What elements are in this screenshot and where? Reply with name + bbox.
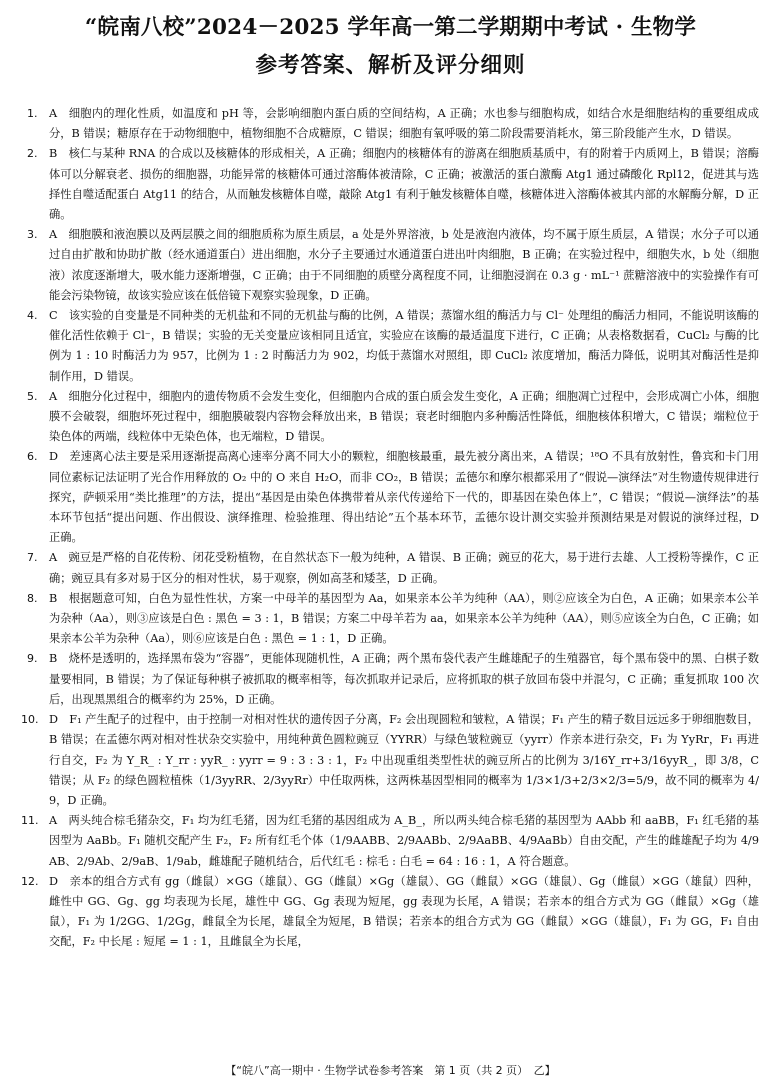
answer-list (21, 104, 759, 953)
answer-item-1 (27, 104, 759, 144)
answer-number: 10. (21, 713, 39, 727)
answer-text: D 差速离心法主要是采用逐渐提高离心速率分离不同大小的颗粒，细胞核最重，最先被分离出来，A 错误；¹⁸O 不具有放射性，鲁宾和卡门用同位素标记法证明了光合作用释放的 O₂ 中的 O 来自 H₂O，而非 CO₂，B 错误；孟德尔和摩尔根都采用了“假说—演绎法”对生物遗传规律进行探究，萨顿采用“类比推理”的方法，提出“基因是由染色体携带着从亲代传递给下一代的，即基因在染色体上”，C 错误；“假说—演绎法”的基本环节包括“提出问题、作出假设、演绎推理、检验推理、得出结论”五个基本环节，孟德尔设计测交实验并预测结果是对假说的演绎过程，D 正确。 (49, 450, 759, 545)
answer-number: 11. (21, 814, 39, 828)
answer-number: 8. (27, 591, 38, 605)
answer-item-12 (21, 872, 759, 953)
answer-item-3 (27, 225, 759, 306)
answer-number: 2. (27, 147, 38, 161)
answer-text: C 该实验的自变量是不同种类的无机盐和不同的无机盐与酶的比例，A 错误；蒸馏水组的酶活力与 Cl⁻ 处理组的酶活力相同，不能说明该酶的催化活性依赖于 Cl⁻，B 错误；实验的无关变量应该相同且适宜，实验应在该酶的最适温度下进行，C 正确；从表格数据看，CuCl₂ 与酶的比例为 1 : 10 时酶活力为 957，比例为 1 : 2 时酶活力为 902，均低于蒸馏水对照组，即 CuCl₂ 浓度增加，酶活力降低，说明其对酶活性是抑制作用，D 错误。 (49, 309, 759, 383)
answer-item-4 (27, 306, 759, 387)
document-subtitle: 参考答案、解析及评分细则 (255, 53, 526, 78)
answer-item-5 (27, 387, 759, 448)
answer-text: A 细胞分化过程中，细胞内的遗传物质不会发生变化，但细胞内合成的蛋白质会发生变化，A 正确；细胞凋亡过程中，会形成凋亡小体，细胞膜不会破裂，细胞坏死过程中，细胞膜破裂内容物会释放出来，B 错误；衰老时细胞内多种酶活性降低，细胞核体积增大，C 错误；端粒位于染色体的两端，线粒体中无染色体，也无端粒，D 错误。 (49, 389, 759, 444)
answer-text: A 豌豆是严格的自花传粉、闭花受粉植物，在自然状态下一般为纯种，A 错误、B 正确；豌豆的花大，易于进行去雄、人工授粉等操作，C 正确；豌豆具有多对易于区分的相对性状，易于观察，例如高茎和矮茎，D 正确。 (49, 551, 759, 585)
answer-item-2 (27, 144, 759, 225)
answer-item-8 (27, 589, 759, 650)
answer-number: 9. (27, 652, 38, 666)
answer-text: A 细胞内的理化性质，如温度和 pH 等，会影响细胞内蛋白质的空间结构，A 正确；水也参与细胞构成，如结合水是细胞结构的重要组成成分，B 错误；糖原存在于动物细胞中，植物细胞不合成糖原，C 错误；细胞有氧呼吸的第二阶段需要消耗水，第三阶段能产生水，D 错误。 (49, 107, 759, 141)
answer-number: 7. (27, 551, 38, 565)
answer-text: B 根据题意可知，白色为显性性状，方案一中母羊的基因型为 Aa，如果亲本公羊为纯种（AA），则②应该全为白色，A 正确；如果亲本公羊为杂种（Aa），则③应该是白色 : 黑色 = 3 : 1，B 错误；方案二中母羊若为 aa，如果亲本公羊为纯种（AA），则⑤应该全为白色，C 正确；如果亲本公羊为杂种（Aa），则⑥应该是白色 : 黑色 = 1 : 1，D 正确。 (49, 591, 759, 646)
answer-text: B 烧杯是透明的，选择黑布袋为“容器”，更能体现随机性，A 正确；两个黑布袋代表产生雌雄配子的生殖器官，每个黑布袋中的黑、白棋子数量要相同，B 错误；为了保证每种棋子被抓取的概率相等，每次抓取并记录后，应将抓取的棋子放回布袋中并混匀，C 正确；重复抓取 100 次后，出现黑黑组合的概率约为 25%，D 正确。 (49, 652, 759, 706)
answer-text: D F₁ 产生配子的过程中，由于控制一对相对性状的遗传因子分离，F₂ 会出现圆粒和皱粒，A 错误；F₁ 产生的精子数目远远多于卵细胞数目，B 错误；在孟德尔两对相对性状杂交实验中，用纯种黄色圆粒豌豆（YYRR）与绿色皱粒豌豆（yyrr）作亲本进行杂交，F₁ 为 YyRr，F₁ 再进行自交，F₂ 为 Y_R_ : Y_rr : yyR_ : yyrr = 9 : 3 : 3 : 1，F₂ 中出现重组类型性状的豌豆所占的比例为 3/16Y_rr+3/16yyR_，即 3/8，C 错误；从 F₂ 的绿色圆粒植株（1/3yyRR、2/3yyRr）中任取两株，这两株基因型相同的概率为 1/3×1/3+2/3×2/3=5/9，故不同的概率为 4/9，D 正确。 (49, 713, 759, 807)
answer-text: B 核仁与某种 RNA 的合成以及核糖体的形成相关，A 正确；细胞内的核糖体有的游离在细胞质基质中，有的附着于内质网上，B 错误；溶酶体可以分解衰老、损伤的细胞器，功能异常的核糖体可通过溶酶体被清除，C 正确；被激活的蛋白激酶 Atg1 通过磷酸化 Rpl12，促进其与选择性自噬适配蛋白 Atg11 的结合，从而触发核糖体自噬，敲除 Atg1 有利于触发核糖体自噬，核糖体进入溶酶体被其内部的水解酶分解，D 正确。 (49, 147, 759, 222)
answer-item-6 (27, 447, 759, 548)
answer-text: D 亲本的组合方式有 gg（雌鼠）×GG（雄鼠）、GG（雌鼠）×Gg（雄鼠）、GG（雌鼠）×GG（雄鼠）、Gg（雌鼠）×GG（雄鼠）四种，雌性中 GG、Gg、gg 均表现为长尾，雄性中 GG、Gg 表现为短尾，gg 表现为长尾，A 错误；若亲本的组合方式为 GG（雌鼠）×Gg（雄鼠），F₁ 为 1/2GG、1/2Gg，雌鼠全为长尾，雄鼠全为短尾，B 错误；若亲本的组合方式为 GG（雌鼠）×GG（雄鼠），F₁ 为 GG，F₁ 自由交配，F₂ 中长尾 : 短尾 = 1 : 1，且雌鼠全为长尾， (49, 874, 759, 949)
document-title: “皖南八校”2024－2025 学年高一第二学期期中考试 · 生物学 (84, 15, 697, 40)
answer-number: 3. (27, 228, 38, 242)
answer-item-10 (21, 710, 759, 811)
answer-item-11 (21, 811, 759, 872)
answer-number: 1. (27, 107, 38, 120)
answer-text: A 细胞膜和液泡膜以及两层膜之间的细胞质称为原生质层，a 处是外界溶液，b 处是液泡内液体，均不属于原生质层，A 错误；水分子可以通过自由扩散和协助扩散（经水通道蛋白）进出细胞，水分子主要通过水通道蛋白进出叶肉细胞，B 正确；在实验过程中，细胞失水，b 处（细胞液）浓度逐渐增大，吸水能力逐渐增强，C 正确；由于不同细胞的质壁分离程度不同，让细胞浸润在 0.3 g · mL⁻¹ 蔗糖溶液中的实验操作有可能会污染物镜，故该实验应该在低倍镜下观察实验现象，D 正确。 (49, 228, 759, 302)
answer-item-9 (27, 649, 759, 710)
answer-number: 5. (27, 389, 38, 403)
page-footer: 【“皖八”高一期中 · 生物学试卷参考答案 第 1 页（共 2 页） 乙】 (225, 1064, 556, 1077)
answer-item-7 (27, 548, 759, 588)
answer-text: A 两头纯合棕毛猪杂交，F₁ 均为红毛猪，因为红毛猪的基因组成为 A_B_，所以两头纯合棕毛猪的基因型为 AAbb 和 aaBB，F₁ 红毛猪的基因型为 AaBb。F₁ 随机交配产生 F₂，F₂ 所有红毛个体（1/9AABB、2/9AABb、2/9AaBB、4/9AaBb）自由交配，产生的雌雄配子均为 4/9AB、2/9Ab、2/9aB、1/9ab，雌雄配子随机结合，后代红毛 : 棕毛 : 白毛 = 64 : 16 : 1，A 符合题意。 (49, 814, 759, 868)
answer-number: 6. (27, 450, 38, 464)
answer-number: 12. (21, 874, 39, 888)
answer-number: 4. (27, 309, 38, 323)
